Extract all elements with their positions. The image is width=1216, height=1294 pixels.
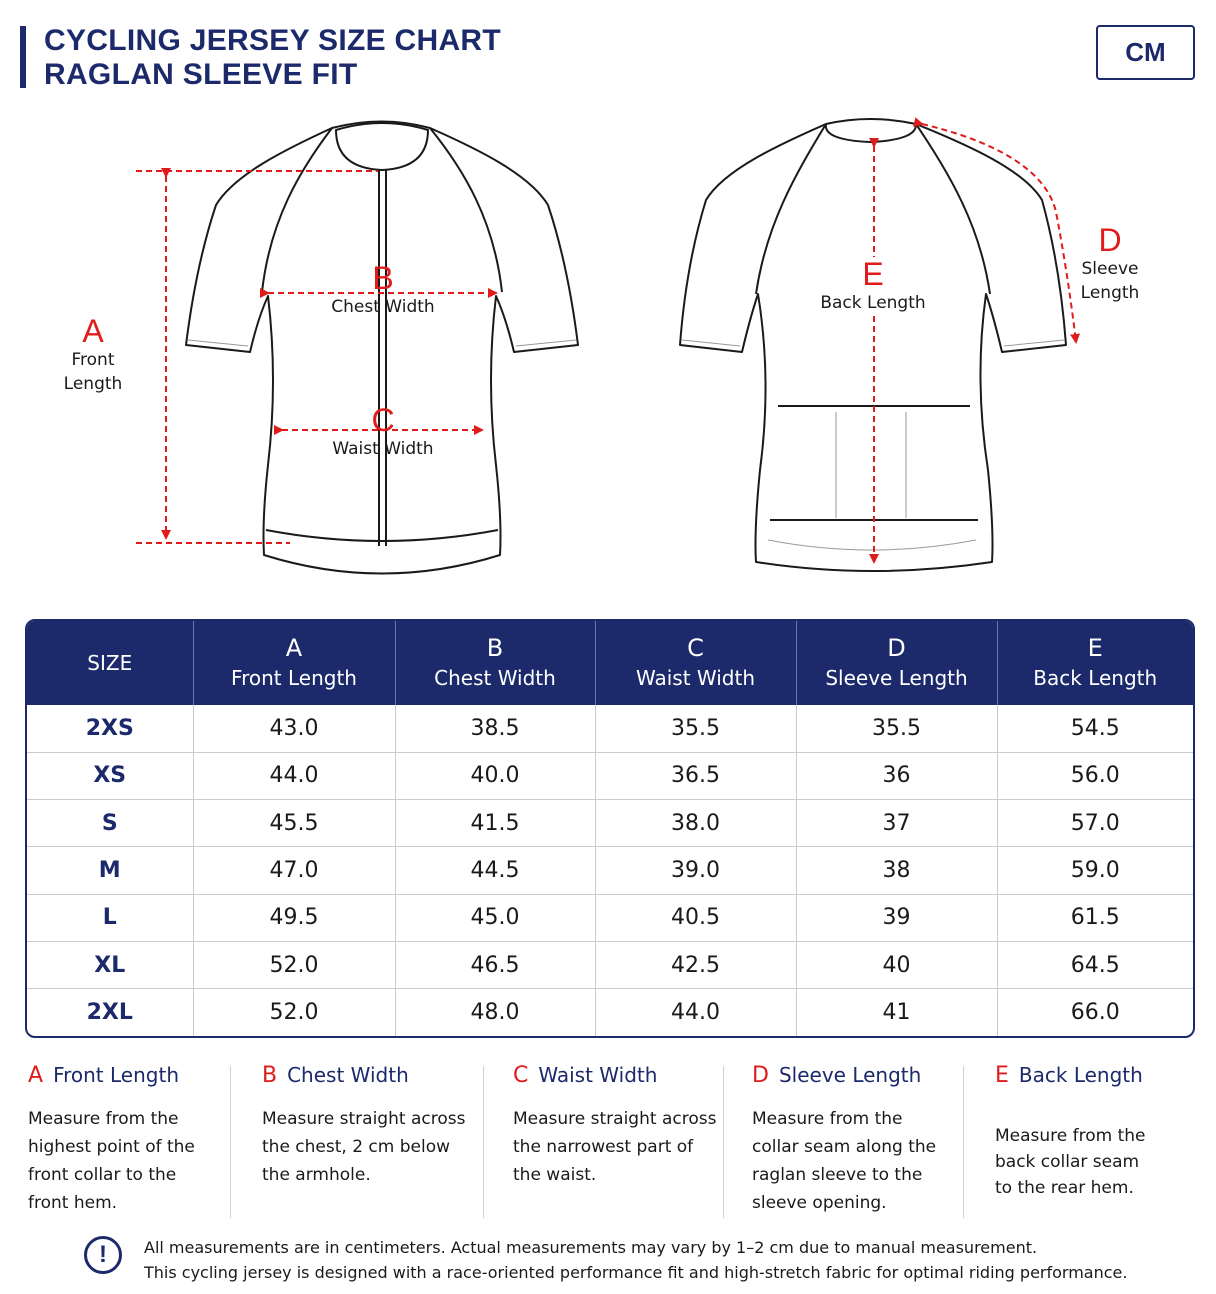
measurement-notes [0,1060,1216,1220]
column-header-size: SIZE [27,621,193,705]
note-divider [230,1066,231,1218]
info-icon: ! [84,1236,122,1274]
size-cell: M [27,847,193,894]
note-back-length: E Back Length Measure from the back collar seam to the rear hem. [995,1063,1146,1198]
label-c-waist-width: C Waist Width [312,403,454,461]
table-cell: 40 [796,941,997,988]
table-cell: 57.0 [997,800,1193,847]
table-cell: 49.5 [193,894,395,941]
table-cell: 45.0 [395,894,595,941]
table-cell: 35.5 [595,705,796,752]
table-cell: 39 [796,894,997,941]
table-row [27,800,1193,847]
note-sleeve-length: D Sleeve Length Measure from the collar seam along the raglan sleeve to the sleeve opening. [752,1063,937,1213]
column-header-c: C Waist Width [595,621,796,705]
letter-b: B [372,260,394,296]
table-cell: 66.0 [1070,1000,1120,1026]
size-cell: S [27,800,193,847]
size-cell: 2XS [27,705,193,752]
table-cell: 45.5 [193,800,395,847]
table-row [27,752,1193,799]
measure-a-line [136,171,378,543]
letter-d: D [1098,222,1122,258]
table-row [27,705,1193,752]
note-divider [963,1066,964,1218]
column-header-b: B Chest Width [395,621,595,705]
table-cell: 44.5 [395,847,595,894]
label-b-chest-width: B Chest Width [312,261,454,319]
table-cell: 44.0 [193,752,395,799]
title-line-1: CYCLING JERSEY SIZE CHART [44,24,502,57]
table-cell: 48.0 [395,989,595,1036]
note-divider [723,1066,724,1218]
table-cell: 42.5 [595,941,796,988]
title-line-2: RAGLAN SLEEVE FIT [44,58,358,91]
table-cell: 35.5 [796,705,997,752]
table-cell: 36 [796,752,997,799]
table-cell: 37 [796,800,997,847]
table-cell: 36.5 [595,752,796,799]
table-cell: 44.0 [595,989,796,1036]
size-cell: L [27,894,193,941]
table-cell: 61.5 [997,894,1193,941]
table-row [27,941,1193,988]
letter-a: A [82,313,104,349]
jersey-diagram [0,100,1216,600]
table-cell: 46.5 [395,941,595,988]
table-row [27,847,1193,894]
note-chest-width: B Chest Width Measure straight across the chest, 2 cm below the armhole. [262,1063,466,1185]
title-accent-bar [20,26,26,88]
table-cell: 40.5 [595,894,796,941]
size-cell: XS [27,752,193,799]
table-row [27,989,1193,1036]
table-cell: 41.5 [395,800,595,847]
note-waist-width: C Waist Width Measure straight across the narrowest part of the waist. [513,1063,717,1185]
front-jersey-outline [186,122,578,574]
column-header-d: D Sleeve Length [796,621,997,705]
column-header-a: A Front Length [193,621,395,705]
footer-disclaimer [144,1235,1127,1285]
table-cell: 52.0 [193,941,395,988]
label-d-sleeve-length: D Sleeve Length [1074,223,1146,305]
table-cell: 59.0 [997,847,1193,894]
table-cell: 52.0 [193,989,395,1036]
footer-line-2: This cycling jersey is designed with a race-oriented performance fit and high-stretch fabric for optimal riding performance. [144,1263,1128,1282]
label-a-front-length: A Front Length [52,314,134,396]
footer-line-1: All measurements are in centimeters. Actual measurements may vary by 1–2 cm due to manual measurement. [144,1238,1038,1257]
table-row [27,894,1193,941]
table-cell: 43.0 [193,705,395,752]
table-cell: 47.0 [193,847,395,894]
table-cell: 39.0 [595,847,796,894]
front-sleeve-cuffs [188,340,576,346]
table-cell: 38 [796,847,997,894]
note-front-length: A Front Length Measure from the highest point of the front collar to the front hem. [28,1063,195,1213]
column-header-e: E Back Length [1033,634,1158,690]
table-header-row [27,621,1193,705]
table-cell: 54.5 [997,705,1193,752]
unit-toggle-button[interactable]: CM [1096,25,1195,80]
table-cell: 56.0 [997,752,1193,799]
size-cell: 2XL [27,989,193,1036]
letter-e: E [862,256,884,292]
table-cell: 40.0 [395,752,595,799]
measure-d-line [922,124,1076,342]
note-divider [483,1066,484,1218]
table-cell: 38.0 [595,800,796,847]
size-table [25,619,1195,1038]
table-cell: 64.5 [997,941,1193,988]
size-cell: XL [27,941,193,988]
page-title [44,24,501,92]
label-e-back-length: E Back Length [810,257,936,315]
table-cell: 41 [796,989,997,1036]
table-cell: 38.5 [395,705,595,752]
letter-c: C [371,402,395,438]
